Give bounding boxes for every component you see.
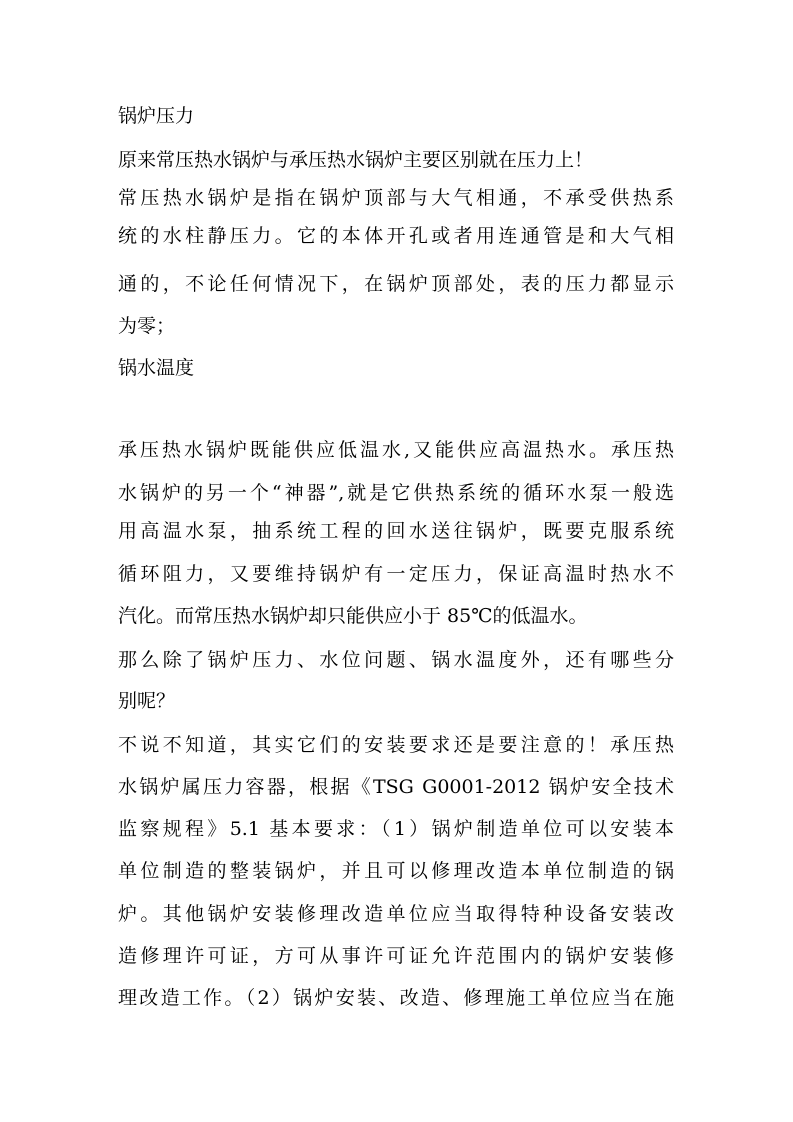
paragraph-line: 常压热水锅炉是指在锅炉顶部与大气相通，不承受供热系	[118, 187, 674, 209]
paragraph-line: 承压热水锅炉既能供应低温水,又能供应高温热水。承压热	[118, 439, 674, 461]
paragraph-line: 水锅炉属压力容器，根据《TSG G0001-2012 锅炉安全技术	[118, 776, 674, 798]
paragraph-line: 统的水柱静压力。它的本体开孔或者用连通管是和大气相	[118, 225, 674, 247]
paragraph-line: 理改造工作。（2）锅炉安装、改造、修理施工单位应当在施	[118, 987, 674, 1009]
heading-boiler-water-temperature: 锅水温度	[118, 357, 195, 379]
paragraph-line: 造修理许可证，方可从事许可证允许范围内的锅炉安装修	[118, 945, 674, 967]
paragraph-line: 炉。其他锅炉安装修理改造单位应当取得特种设备安装改	[118, 903, 674, 925]
paragraph-line: 通的，不论任何情况下，在锅炉顶部处，表的压力都显示	[118, 273, 674, 295]
paragraph-line: 原来常压热水锅炉与承压热水锅炉主要区别就在压力上！	[118, 149, 594, 171]
heading-boiler-pressure: 锅炉压力	[118, 105, 195, 127]
paragraph-line: 别呢？	[118, 690, 176, 712]
paragraph-line: 监察规程》5.1 基本要求：（1）锅炉制造单位可以安装本	[118, 818, 674, 840]
paragraph-line: 循环阻力，又要维持锅炉有一定压力，保证高温时热水不	[118, 563, 674, 585]
paragraph-line: 不说不知道，其实它们的安装要求还是要注意的！承压热	[118, 734, 674, 756]
paragraph-line: 那么除了锅炉压力、水位问题、锅水温度外，还有哪些分	[118, 649, 674, 671]
paragraph-line: 单位制造的整装锅炉，并且可以修理改造本单位制造的锅	[118, 860, 674, 882]
paragraph-line: 为零；	[118, 315, 176, 337]
paragraph-line: 汽化。而常压热水锅炉却只能供应小于 85℃的低温水。	[118, 605, 588, 627]
paragraph-line: 水锅炉的另一个“神器”,就是它供热系统的循环水泵一般选	[118, 482, 674, 504]
paragraph-line: 用高温水泵，抽系统工程的回水送往锅炉，既要克服系统	[118, 520, 674, 542]
